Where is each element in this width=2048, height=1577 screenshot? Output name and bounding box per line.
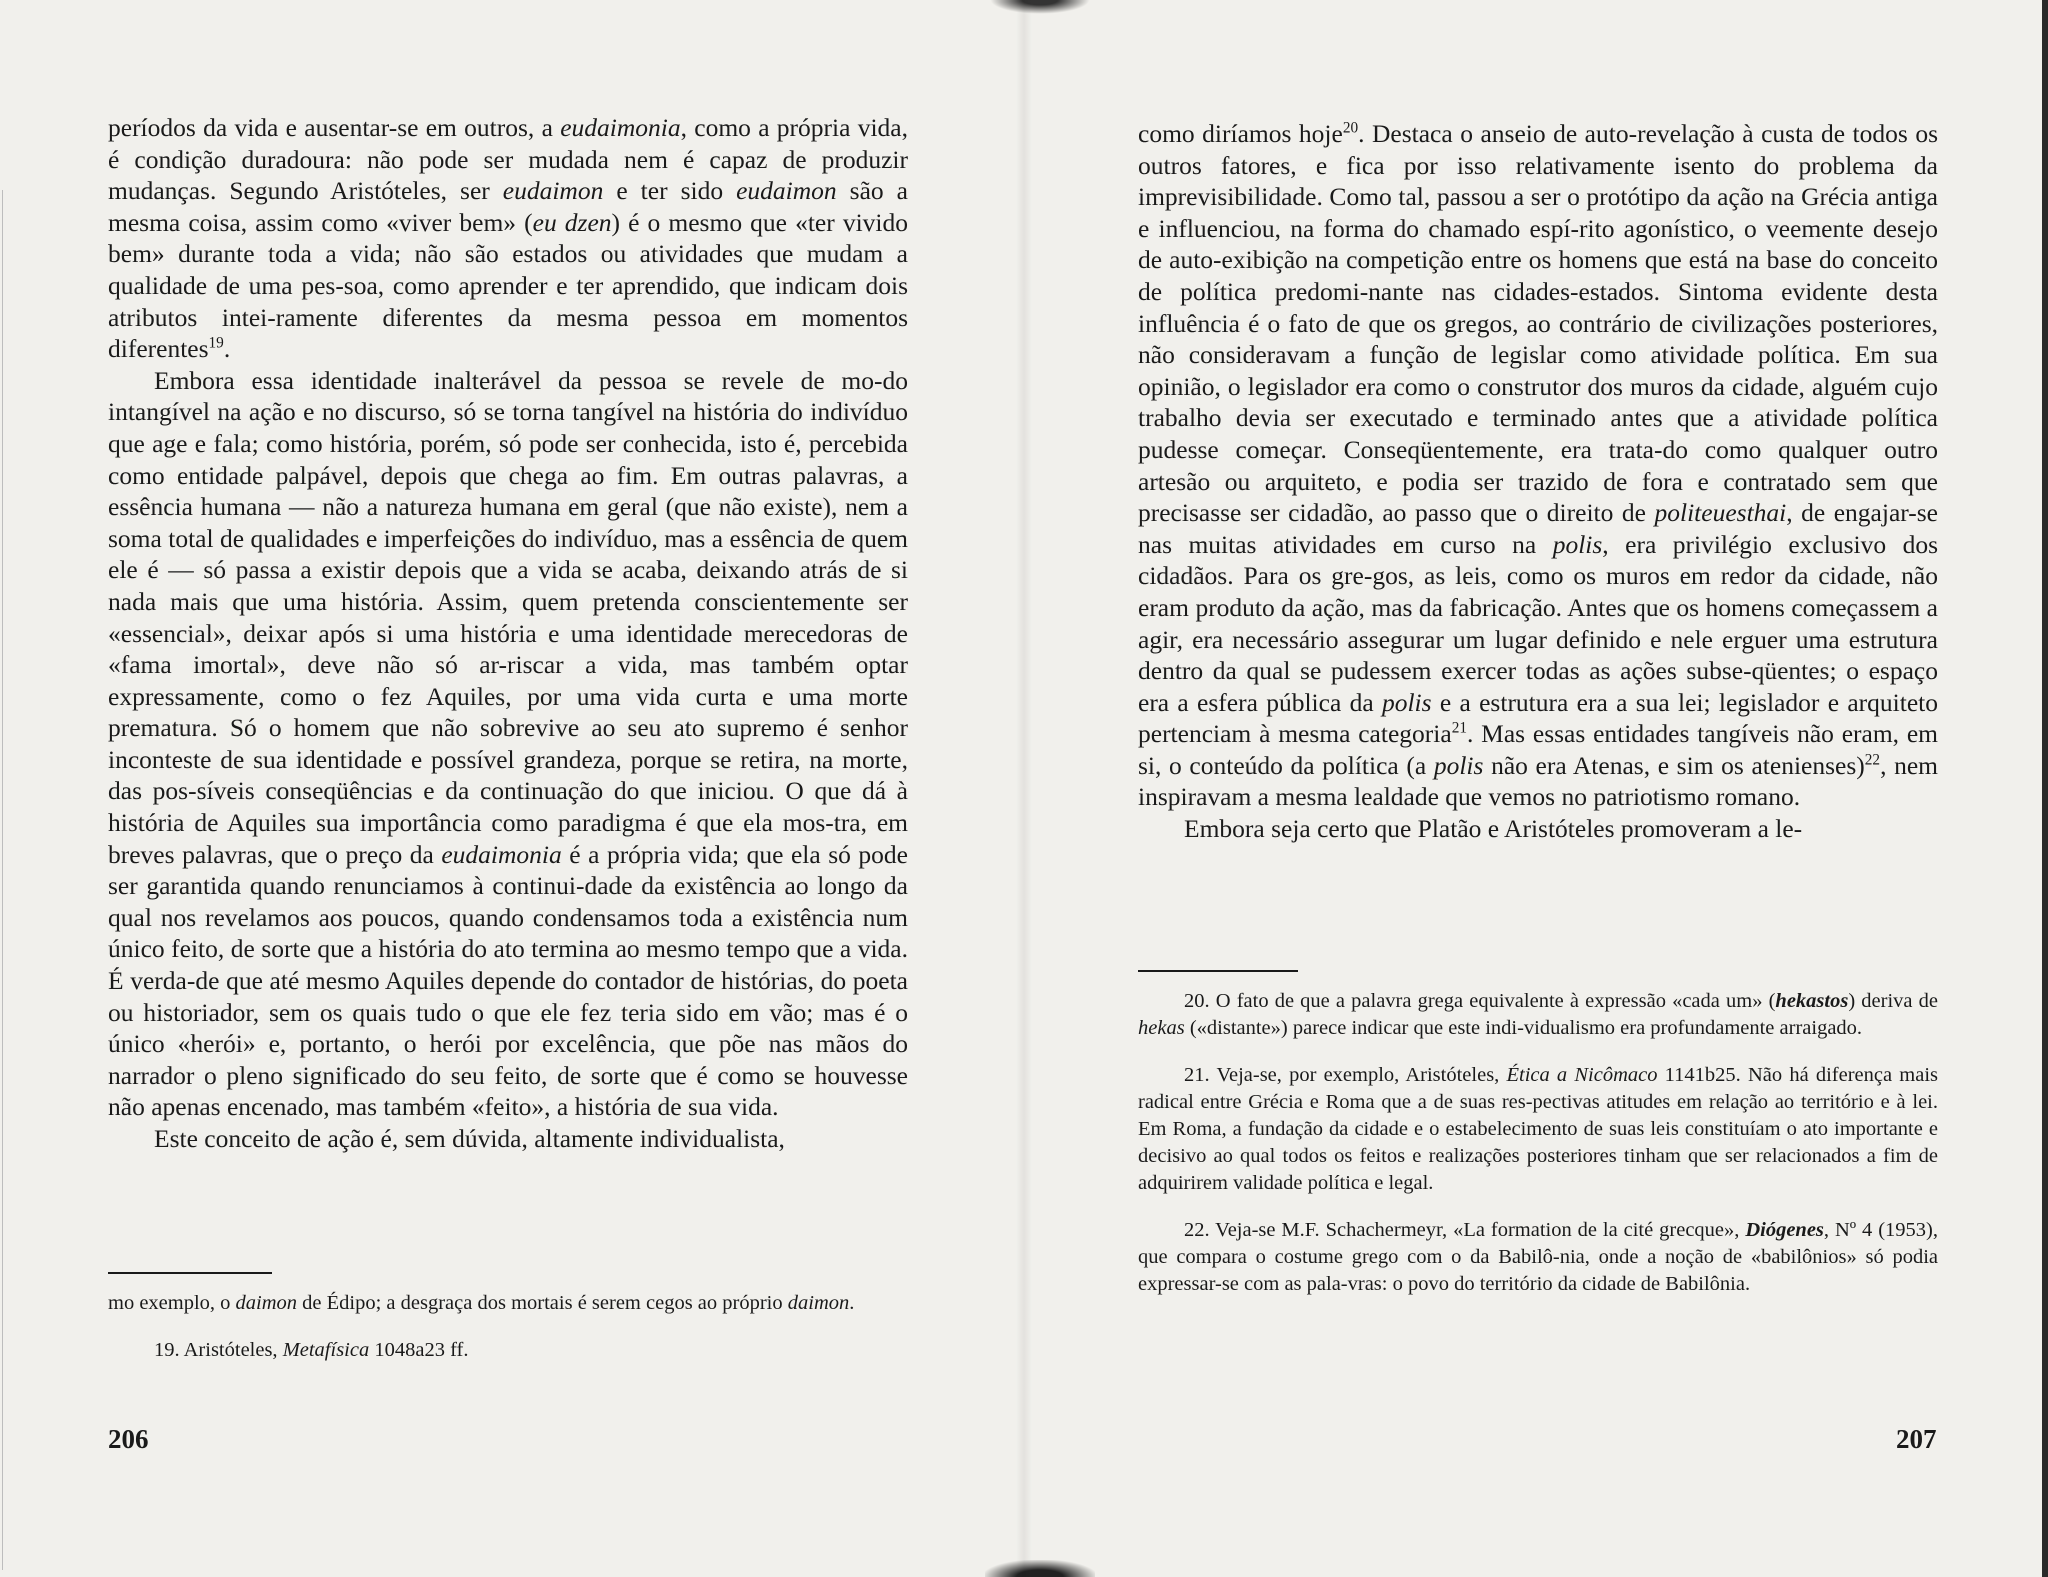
- right-body-text: [1138, 118, 1938, 845]
- left-paragraph-1: períodos da vida e ausentar-se em outros, a eudaimonia, como a própria vida, é condição duradoura: não pode ser mudada nem é capaz de produzir mudanças. Segundo Aristóteles, ser eudaimon e ter sido eudaimon são a mesma coisa, assim como «viver bem» (eu dzen) é o mesmo que «ter vivido bem» durante toda a vida; não são estados ou atividades que mudam a qualidade de uma pes-soa, como aprender e ter aprendido, que indicam dois atributos intei-ramente diferentes da mesma pessoa em momentos diferentes$^{19}$.: [108, 113, 908, 364]
- right-paragraph-1: como diríamos hoje$^{20}$. Destaca o anseio de auto-revelação à custa de todos os outros fatores, e fica por isso relativamente isento do problema da imprevisibilidade. Como tal, passou a ser o protótipo da ação na Grécia antiga e influenciou, na forma do chamado espí-rito agonístico, o veemente desejo de auto-exibição na competição entre os homens que está na base do conceito de política predomi-nante nas cidades-estados. Sintoma evidente desta influência é o fato de que os gregos, ao contrário de civilizações posteriores, não consideravam a função de legislar como atividade política. Em sua opinião, o legislador era como o construtor dos muros da cidade, alguém cujo trabalho devia ser executado e terminado antes que a atividade política pudesse começar. Conseqüentemente, era trata-do como qualquer outro artesão ou arquiteto, e podia ser trazido de fora e contratado sem que precisasse ser cidadão, ao passo que o direito de politeuesthai, de engajar-se nas muitas atividades em curso na polis, era privilégio exclusivo dos cidadãos. Para os gre-gos, as leis, como os muros em redor da cidade, não eram produto da ação, mas da fabricação. Antes que os homens começassem a agir, era necessário assegurar um lugar definido e nele erguer uma estrutura dentro da qual se pudessem exercer todas as ações subse-qüentes; o espaço era a esfera pública da polis e a estrutura era a sua lei; legislador e arquiteto pertenciam à mesma categoria$^{21}$. Mas essas entidades tangíveis não eram, em si, o conteúdo da política (a polis não era Atenas, e sim os atenienses)$^{22}$, nem inspiravam a mesma lealdade que vemos no patriotismo romano.: [1138, 119, 1939, 812]
- left-paragraph-3: Este conceito de ação é, sem dúvida, altamente individualista,: [154, 1124, 785, 1153]
- left-paragraph-2: Embora essa identidade inalterável da pessoa se revele de mo-do intangível na ação e no discurso, só se torna tangível na história do indivíduo que age e fala; como história, porém, só pode ser conhecida, isto é, percebida como entidade palpável, depois que chega ao fim. Em outras palavras, a essência humana — não a natureza humana em geral (que não existe), nem a soma total de qualidades e imperfeições do indivíduo, mas a essência de quem ele é — só passa a existir depois que a vida se acaba, deixando atrás de si nada mais que uma história. Assim, quem pretenda conscientemente ser «essencial», deixar após si uma história e uma identidade merecedoras de «fama imortal», deve não só ar-riscar a vida, mas também optar expressamente, como o fez Aquiles, por uma vida curta e uma morte prematura. Só o homem que não sobrevive ao seu ato supremo é senhor inconteste de sua identidade e possível grandeza, porque se retira, na morte, das pos-síveis conseqüências e da continuação do que iniciou. O que dá à história de Aquiles sua importância como paradigma é que ela mos-tra, em breves palavras, que o preço da eudaimonia é a própria vida; que ela só pode ser garantida quando renunciamos à continui-dade da existência ao longo da qual nos revelamos aos poucos, quando condensamos toda a existência num único feito, de sorte que a história do ato termina ao mesmo tempo que a vida. É verda-de que até mesmo Aquiles depende do contador de histórias, do poeta ou historiador, sem os quais tudo o que ele fez teria sido em vão; mas é o único «herói» e, portanto, o herói por excelência, que põe nas mãos do narrador o pleno significado do seu feito, de sorte que é como se houvesse não apenas encenado, mas também «feito», a história de sua vida.: [108, 365, 908, 1122]
- footnote-20: 20. O fato de que a palavra grega equivalente à expressão «cada um» (hekastos) deriva de hekas («distante») parece indicar que este indi-vidualismo era profundamente arraigado.: [1138, 990, 1938, 1039]
- right-paragraph-2: Embora seja certo que Platão e Aristóteles promoveram a le-: [1184, 814, 1803, 844]
- right-page: [1024, 0, 2048, 1577]
- left-body-text: [108, 112, 908, 1155]
- footnote-rule-left: [108, 1272, 272, 1274]
- footnote-22: 22. Veja-se M.F. Schachermeyr, «La formation de la cité grecque», Diógenes, Nº 4 (1953), que compara o costume grego com o da Babilô-nia, onde a noção de «babilônios» só podia expressar-se com as pala-vras: o povo do território da cidade de Babilônia.: [1138, 1219, 1938, 1295]
- footnote-continuation: mo exemplo, o daimon de Édipo; a desgraça dos mortais é serem cegos ao próprio daimon.: [108, 1292, 855, 1314]
- page-number-right: 207: [1896, 1424, 1937, 1454]
- right-footnotes: [1138, 988, 1938, 1318]
- footnote-21: 21. Veja-se, por exemplo, Aristóteles, Ética a Nicômaco 1141b25. Não há diferença mais radical entre Grécia e Roma que a de suas res-pectivas atitudes em relação ao território e à lei. Em Roma, a fundação da cidade e o estabelecimento de suas leis constituíam o ato importante e decisivo ao qual todos os feitos e realizações posteriores tinham que ser relacionados a fim de adquirirem validade política e legal.: [1138, 1064, 1938, 1194]
- left-footnotes: [108, 1290, 908, 1384]
- page-number-left: 206: [108, 1424, 149, 1454]
- footnote-rule-right: [1138, 970, 1298, 972]
- footnote-19: 19. Aristóteles, Metafísica 1048a23 ff.: [154, 1339, 469, 1361]
